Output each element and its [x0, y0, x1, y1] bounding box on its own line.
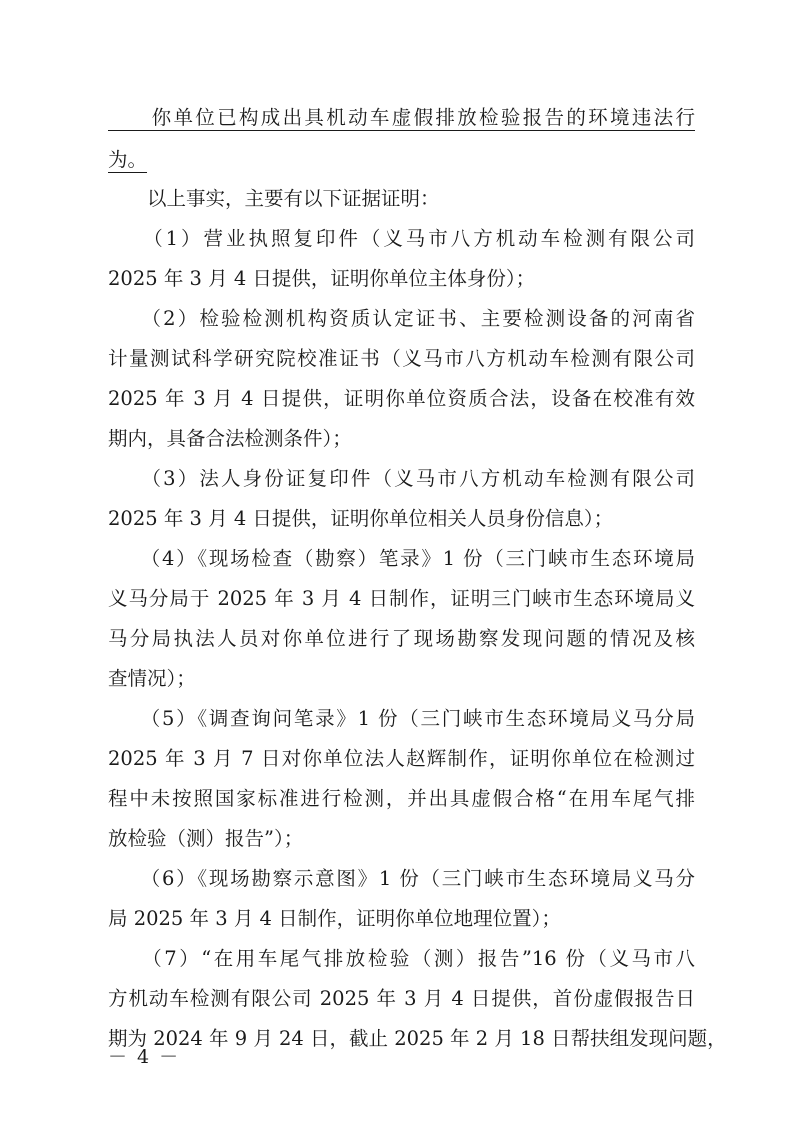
text-line-6: （2）检验检测机构资质认定证书、主要检测设备的河南省 [108, 307, 695, 330]
text-line-20: （6）《现场勘察示意图》1 份（三门峡市生态环境局义马分 [108, 867, 695, 890]
text-line-11: 2025 年 3 月 4 日提供，证明你单位相关人员身份信息）； [108, 507, 614, 530]
text-line-13: 义马分局于 2025 年 3 月 4 日制作，证明三门峡市生态环境局义 [108, 587, 695, 610]
text-line-12: （4）《现场检查（勘察）笔录》1 份（三门峡市生态环境局 [108, 547, 695, 570]
text-line-17: 2025 年 3 月 7 日对你单位法人赵辉制作，证明你单位在检测过 [108, 747, 695, 770]
text-line-24: 期为 2024 年 9 月 24 日，截止 2025 年 2 月 18 日帮扶组发现问题， [108, 1027, 727, 1050]
text-line-15: 查情况）； [108, 667, 196, 690]
text-line-14: 马分局执法人员对你单位进行了现场勘察发现问题的情况及核 [108, 627, 695, 650]
text-line-10: （3）法人身份证复印件（义马市八方机动车检测有限公司 [108, 467, 695, 490]
text-line-3: 以上事实，主要有以下证据证明： [108, 187, 440, 210]
text-line-2: 为。 [108, 148, 148, 171]
text-line-5: 2025 年 3 月 4 日提供，证明你单位主体身份）； [108, 267, 536, 290]
text-line-16: （5）《调查询问笔录》1 份（三门峡市生态环境局义马分局 [108, 707, 695, 730]
text-line-22: （7）“在用车尾气排放检验（测）报告”16 份（义马市八 [108, 947, 695, 970]
text-line-19: 放检验（测）报告”）； [108, 827, 304, 850]
text-line-18: 程中未按照国家标准进行检测，并出具虚假合格“在用车尾气排 [108, 787, 695, 810]
text-line-1: 你单位已构成出具机动车虚假排放检验报告的环境违法行 [108, 106, 695, 129]
text-line-7: 计量测试科学研究院校准证书（义马市八方机动车检测有限公司 [108, 347, 695, 370]
text-line-4: （1）营业执照复印件（义马市八方机动车检测有限公司 [108, 227, 695, 250]
text-line-23: 方机动车检测有限公司 2025 年 3 月 4 日提供，首份虚假报告日 [108, 987, 695, 1010]
page-number: － 4 － [108, 1046, 181, 1068]
text-line-21: 局 2025 年 3 月 4 日制作，证明你单位地理位置）； [108, 907, 561, 930]
text-line-8: 2025 年 3 月 4 日提供，证明你单位资质合法，设备在校准有效 [108, 387, 695, 410]
text-line-9: 期内，具备合法检测条件）； [108, 427, 352, 450]
